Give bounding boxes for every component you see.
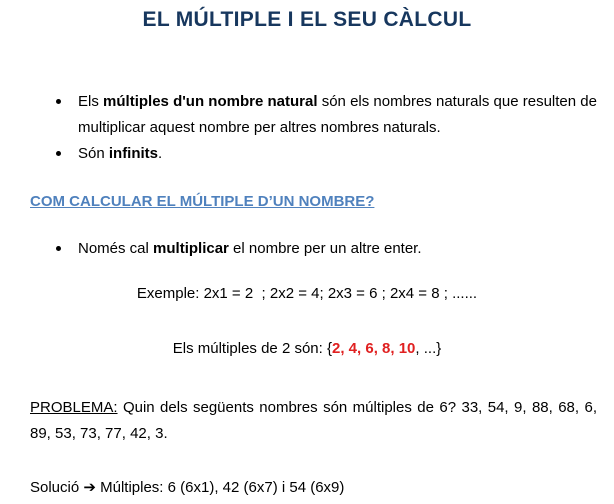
definition-suffix: són els nombres naturals que resulten de multiplicar aquest nombre per altres nombres naturals. [78, 93, 597, 136]
method-bold: multiplicar [153, 240, 229, 257]
infinite-bold: infinits [108, 145, 159, 162]
multiples-prefix: Els múltiples de 2 són: { [172, 340, 332, 357]
list-item-method [30, 236, 597, 262]
method-list [30, 236, 597, 262]
intro-list [30, 89, 597, 167]
section-heading: COM CALCULAR EL MÚLTIPLE D’UN NOMBRE? [30, 193, 375, 210]
arrow-icon: ➔ [83, 479, 96, 496]
solution-text: Múltiples: 6 (6x1), 42 (6x7) i 54 (6x9) [95, 479, 345, 496]
infinite-prefix: Són [78, 145, 109, 162]
multiples-suffix: , ...} [415, 340, 442, 357]
solution-prefix: Solució [30, 479, 84, 496]
problem-text: Quin dels següents nombres són múltiples de 6? 33, 54, 9, 88, 68, 6, 89, 53, 73, 77, 42, 3. [30, 399, 597, 442]
page-title: EL MÚLTIPLE I EL SEU CÀLCUL [142, 8, 472, 31]
example-line: Exemple: 2x1 = 2 ; 2x2 = 4; 2x3 = 6 ; 2x4 = 8 ; ...... [136, 285, 478, 302]
list-item-infinite [30, 141, 597, 167]
multiples-values: 2, 4, 6, 8, 10 [332, 340, 416, 357]
infinite-suffix: . [158, 145, 163, 162]
definition-prefix: Els [78, 93, 104, 110]
problem-label: PROBLEMA: [30, 399, 118, 416]
definition-bold: múltiples d'un nombre natural [103, 93, 318, 110]
solution-line [30, 478, 344, 496]
problem-paragraph [30, 395, 597, 447]
method-suffix: el nombre per un altre enter. [228, 240, 422, 257]
list-item-definition [30, 89, 597, 141]
multiples-line [0, 340, 614, 357]
method-prefix: Només cal [78, 240, 154, 257]
